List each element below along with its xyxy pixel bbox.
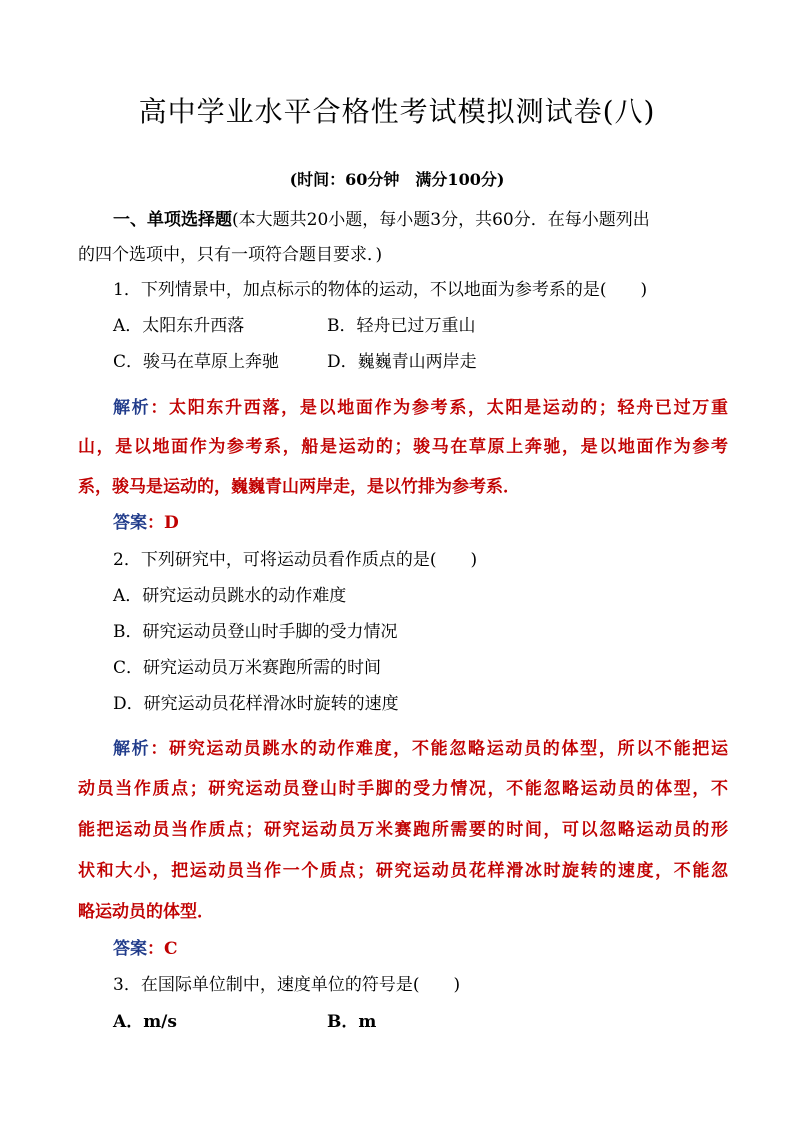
question-2-stem: 2．下列研究中，可将运动员看作质点的是( ) <box>113 550 478 570</box>
question-1-option-c: C．骏马在草原上奔驰 <box>113 352 280 372</box>
question-1-analysis-line-2: 山，是以地面作为参考系，船是运动的；骏马在草原上奔驰，是以地面作为参考 <box>78 437 728 457</box>
question-2-option-b: B．研究运动员登山时手脚的受力情况 <box>113 622 398 642</box>
section-heading-line <box>113 207 650 233</box>
answer-value: ：D <box>147 513 179 533</box>
exam-time-score: (时间：60分钟 满分100分) <box>289 170 505 189</box>
question-2-analysis-line-4: 状和大小，把运动员当作一个质点；研究运动员花样滑冰时旋转的速度，不能忽 <box>78 861 728 881</box>
question-1-analysis-line-3: 系，骏马是运动的，巍巍青山两岸走，是以竹排为参考系． <box>78 477 520 497</box>
analysis-text: ：太阳东升西落，是以地面作为参考系，太阳是运动的；轻舟已过万重 <box>150 398 728 418</box>
question-2-answer <box>113 936 178 962</box>
section-heading: 一、单项选择题 <box>113 210 232 230</box>
question-3-option-a: A．m/s <box>113 1012 177 1032</box>
analysis-text: ：研究运动员跳水的动作难度，不能忽略运动员的体型，所以不能把运 <box>150 739 728 759</box>
analysis-label: 解析 <box>113 398 151 418</box>
page-title: 高中学业水平合格性考试模拟测试卷(八) <box>138 95 656 128</box>
question-2-option-c: C．研究运动员万米赛跑所需的时间 <box>113 658 382 678</box>
analysis-label: 解析 <box>113 739 151 759</box>
section-description: (本大题共20小题，每小题3分，共60分．在每小题列出 <box>232 210 650 230</box>
section-description-cont: 的四个选项中，只有一项符合题目要求．) <box>78 245 383 265</box>
question-2-analysis-line-5: 略运动员的体型． <box>78 902 214 922</box>
answer-value: ：C <box>147 939 178 959</box>
question-1-option-b: B．轻舟已过万重山 <box>327 316 476 336</box>
question-2-option-d: D．研究运动员花样滑冰时旋转的速度 <box>113 694 399 714</box>
question-2-option-a: A．研究运动员跳水的动作难度 <box>113 586 347 606</box>
question-3-stem: 3．在国际单位制中，速度单位的符号是( ) <box>113 975 461 995</box>
question-1-answer <box>113 510 179 536</box>
question-3-option-b: B．m <box>327 1012 377 1032</box>
answer-label: 答案 <box>113 939 147 959</box>
question-2-analysis-line-2: 动员当作质点；研究运动员登山时手脚的受力情况，不能忽略运动员的体型，不 <box>78 779 728 799</box>
question-1-stem: 1．下列情景中，加点标示的物体的运动，不以地面为参考系的是( ) <box>113 280 648 300</box>
question-2-analysis-line-3: 能把运动员当作质点；研究运动员万米赛跑所需要的时间，可以忽略运动员的形 <box>78 820 728 840</box>
answer-label: 答案 <box>113 513 147 533</box>
question-1-option-d: D．巍巍青山两岸走 <box>327 352 477 372</box>
question-2-analysis-line-1 <box>113 736 728 762</box>
question-1-analysis-line-1 <box>113 395 728 421</box>
question-1-option-a: A．太阳东升西落 <box>113 316 245 336</box>
